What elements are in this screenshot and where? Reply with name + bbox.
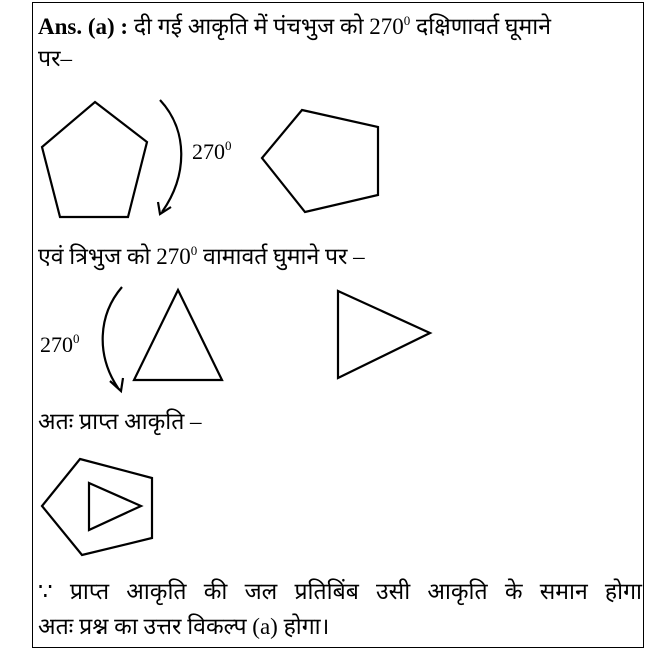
rotation-label-1: $270^0$	[192, 138, 232, 164]
conclusion-line-1: ∵ प्राप्त आकृति की जल प्रतिबिंब उसी आकृति के समान होगा	[38, 579, 642, 604]
degree-sup: 0	[403, 13, 411, 28]
conclusion-line-2: अतः प्रश्न का उत्तर विकल्प (a) होगा।	[38, 614, 330, 639]
answer-text-end: दक्षिणावर्त घूमाने	[416, 14, 551, 39]
answer-line-2: पर–	[38, 46, 72, 71]
combined-triangle	[89, 483, 141, 530]
step2-text: एवं त्रिभुज को $270^0$ वामावर्त घुमाने पर –	[38, 243, 365, 269]
rotation-label-2: $270^0$	[40, 331, 80, 357]
answer-label: Ans. (a) :	[38, 14, 129, 39]
step3-text: अतः प्राप्त आकृति –	[38, 409, 202, 434]
combined-pentagon	[42, 459, 152, 555]
answer-text: दी गई आकृति में पंचभुज को 270	[133, 14, 404, 39]
